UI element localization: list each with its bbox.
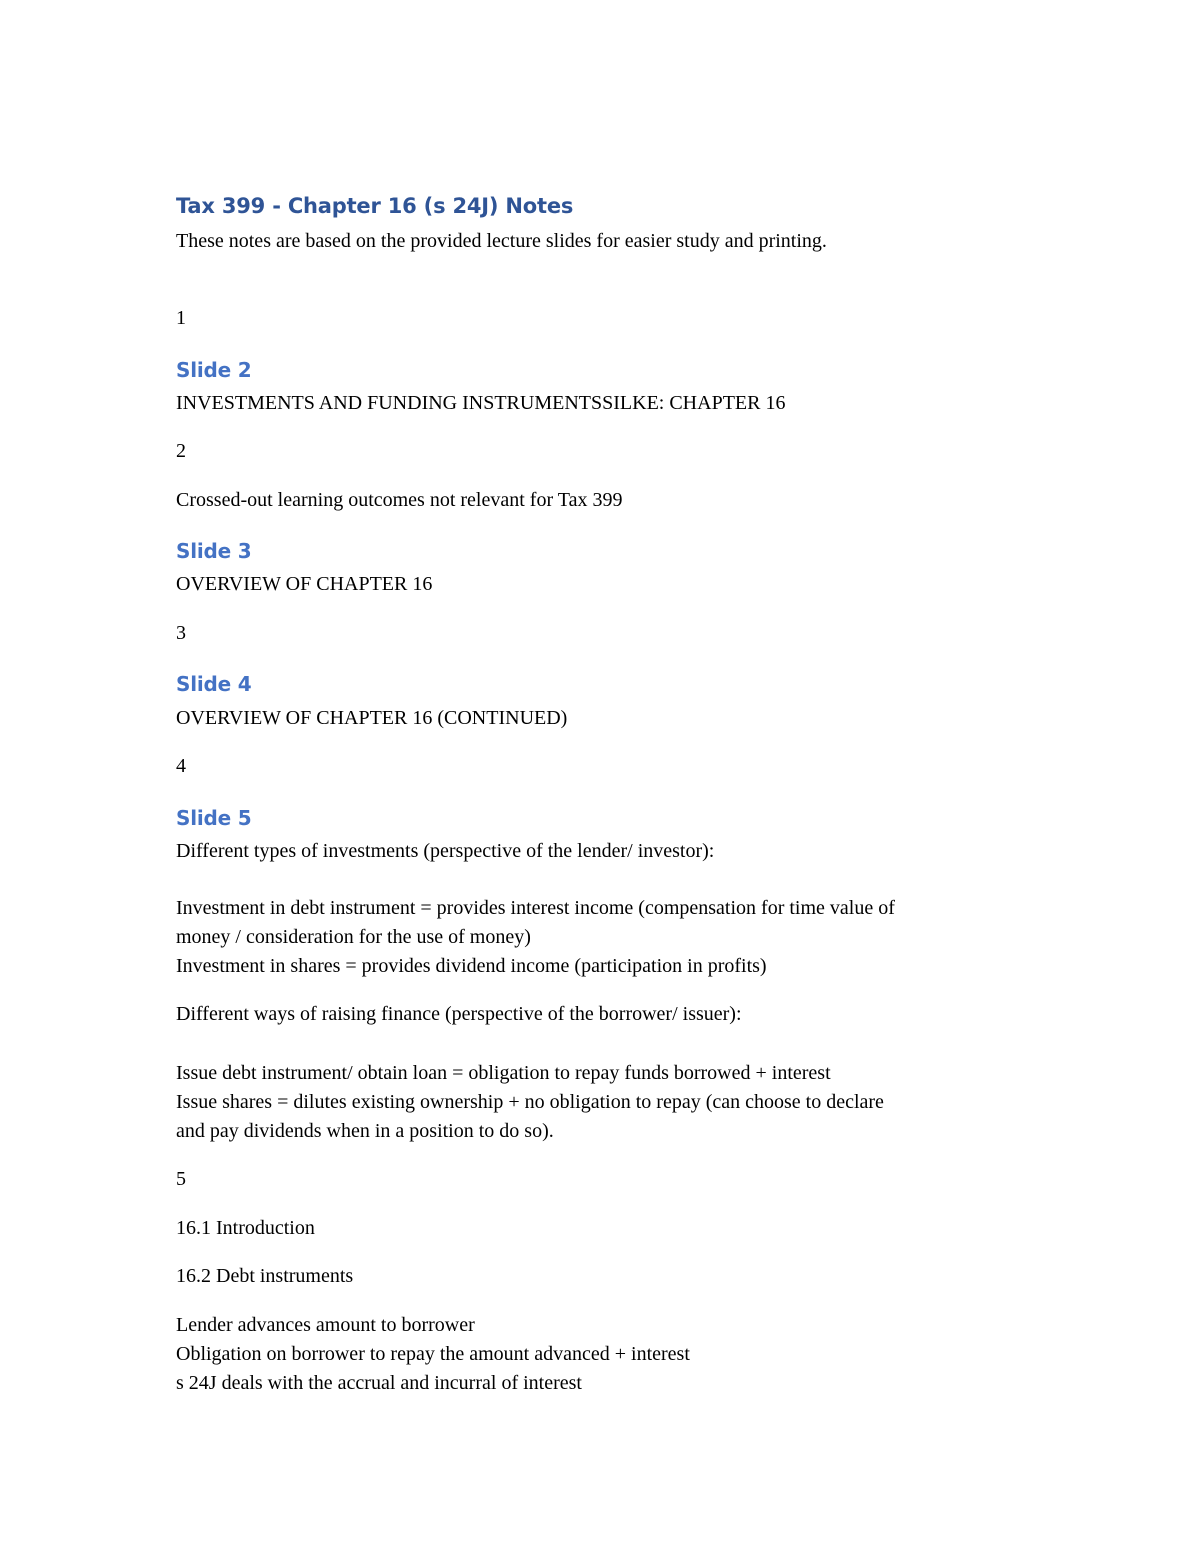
section-16-2-line-3: s 24J deals with the accrual and incurral of interest: [176, 1372, 582, 1394]
slide-5-issue-debt: Issue debt instrument/ obtain loan = obligation to repay funds borrowed + interest: [176, 1062, 831, 1084]
slide-5-debt-line-2: money / consideration for the use of money): [176, 926, 531, 948]
slide-5-finance-intro: Different ways of raising finance (perspective of the borrower/ issuer):: [176, 1003, 742, 1025]
slide-2-note: Crossed-out learning outcomes not relevant for Tax 399: [176, 489, 623, 511]
slide-2-body: INVESTMENTS AND FUNDING INSTRUMENTSSILKE: CHAPTER 16: [176, 392, 786, 414]
section-16-2-line-2: Obligation on borrower to repay the amount advanced + interest: [176, 1343, 690, 1365]
page-number-3: 3: [176, 622, 186, 644]
section-16-2-heading: 16.2 Debt instruments: [176, 1265, 354, 1287]
page-number-2: 2: [176, 440, 186, 462]
slide-5-debt-line-1: Investment in debt instrument = provides interest income (compensation for time value of: [176, 897, 895, 919]
page-number-5: 5: [176, 1168, 186, 1190]
slide-4-body: OVERVIEW OF CHAPTER 16 (CONTINUED): [176, 707, 568, 729]
slide-4-heading: Slide 4: [176, 672, 252, 696]
section-16-1-heading: 16.1 Introduction: [176, 1217, 315, 1239]
document-title: Tax 399 - Chapter 16 (s 24J) Notes: [176, 194, 574, 218]
intro-paragraph: These notes are based on the provided lecture slides for easier study and printing.: [176, 230, 827, 252]
slide-5-issue-shares-2: and pay dividends when in a position to do so).: [176, 1120, 554, 1142]
slide-3-body: OVERVIEW OF CHAPTER 16: [176, 573, 433, 595]
slide-5-investments-intro: Different types of investments (perspective of the lender/ investor):: [176, 840, 715, 862]
slide-5-shares-line: Investment in shares = provides dividend income (participation in profits): [176, 955, 767, 977]
page-number-4: 4: [176, 755, 186, 777]
slide-2-heading: Slide 2: [176, 358, 252, 382]
slide-5-issue-shares-1: Issue shares = dilutes existing ownership + no obligation to repay (can choose to declare: [176, 1091, 884, 1113]
section-16-2-line-1: Lender advances amount to borrower: [176, 1314, 475, 1336]
slide-5-heading: Slide 5: [176, 806, 252, 830]
page-number-1: 1: [176, 307, 186, 329]
slide-3-heading: Slide 3: [176, 539, 252, 563]
